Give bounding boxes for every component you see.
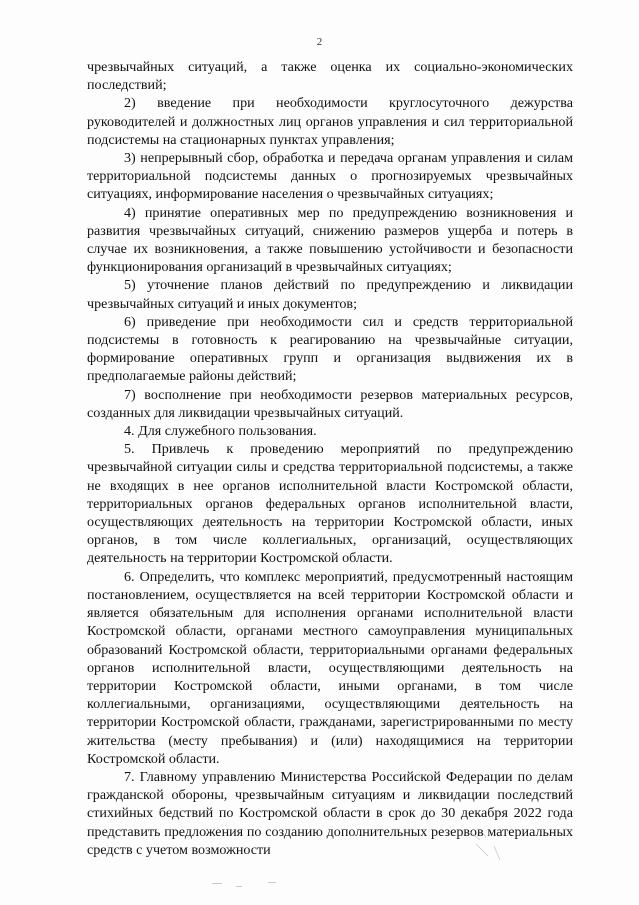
- paragraph-item-3: 3) непрерывный сбор, обработка и передача органам управления и силам территориальной подсистемы данных о прогнозируемых чрезвычайных ситуациях, информирование населения о чрезвычайных ситуациях;: [87, 150, 573, 203]
- paragraph-section-6: 6. Определить, что комплекс мероприятий, предусмотренный настоящим постановлением, осуществляется на всей территории Костромской области и является обязательным для исполнения органами исполнительной власти Костромской области, органами местного самоуправления муниципальных образований Костромской области, территориальными органами федеральных органов исполнительной власти, осуществляющими деятельность на территории Костромской области, иными органами, в том числе коллегиальными, организациями, осуществляющими деятельность на территории Костромской области, гражданами, зарегистрированными по месту жительства (месту пребывания) и (или) находящимися на территории Костромской области.: [87, 568, 573, 767]
- paragraph-item-6: 6) приведение при необходимости сил и средств территориальной подсистемы в готовность к реагированию на чрезвычайные ситуации, формирование оперативных групп и организация выдвижения их в предполагаемые районы действий;: [87, 313, 573, 385]
- paragraph-item-5: 5) уточнение планов действий по предупреждению и ликвидации чрезвычайных ситуаций и иных документов;: [87, 277, 573, 312]
- paragraph-continuation: чрезвычайных ситуаций, а также оценка их социально-экономических последствий;: [87, 59, 573, 94]
- scan-speck: [268, 882, 276, 883]
- paragraph-section-5: 5. Привлечь к проведению мероприятий по предупреждению чрезвычайной ситуации силы и средства территориальной подсистемы, а также не входящих в нее органов исполнительной власти Костромской области, территориальных органов федеральных органов исполнительной власти, осуществляющих деятельность на территории Костромской области, иных органов, в том числе коллегиальных, организаций, осуществляющих деятельность на территории Костромской области.: [87, 441, 573, 567]
- scan-speck: [236, 886, 242, 887]
- scan-speck: [212, 883, 222, 884]
- paragraph-section-7: 7. Главному управлению Министерства Российской Федерации по делам гражданской обороны, чрезвычайным ситуациям и ликвидации последствий стихийных бедствий по Костромской области в срок до 30 декабря 2022 года представить предложения по созданию дополнительных резервов материальных средств с учетом возможности: [87, 768, 573, 858]
- paragraph-section-4: 4. Для служебного пользования.: [124, 423, 317, 440]
- paragraph-item-7: 7) восполнение при необходимости резервов материальных ресурсов, созданных для ликвидации чрезвычайных ситуаций.: [87, 386, 573, 421]
- paragraph-item-2: 2) введение при необходимости круглосуточного дежурства руководителей и должностных лиц органов управления и сил территориальной подсистемы на стационарных пунктах управления;: [87, 95, 573, 148]
- page-number: 2: [316, 36, 323, 48]
- paragraph-item-4: 4) принятие оперативных мер по предупреждению возникновения и развития чрезвычайных ситуаций, снижению размеров ущерба и потерь в случае их возникновения, а также повышению устойчивости и безопасности функционирования организаций в чрезвычайных ситуациях;: [87, 204, 573, 276]
- document-body: [87, 58, 573, 859]
- scan-artifact-mark: [466, 826, 506, 866]
